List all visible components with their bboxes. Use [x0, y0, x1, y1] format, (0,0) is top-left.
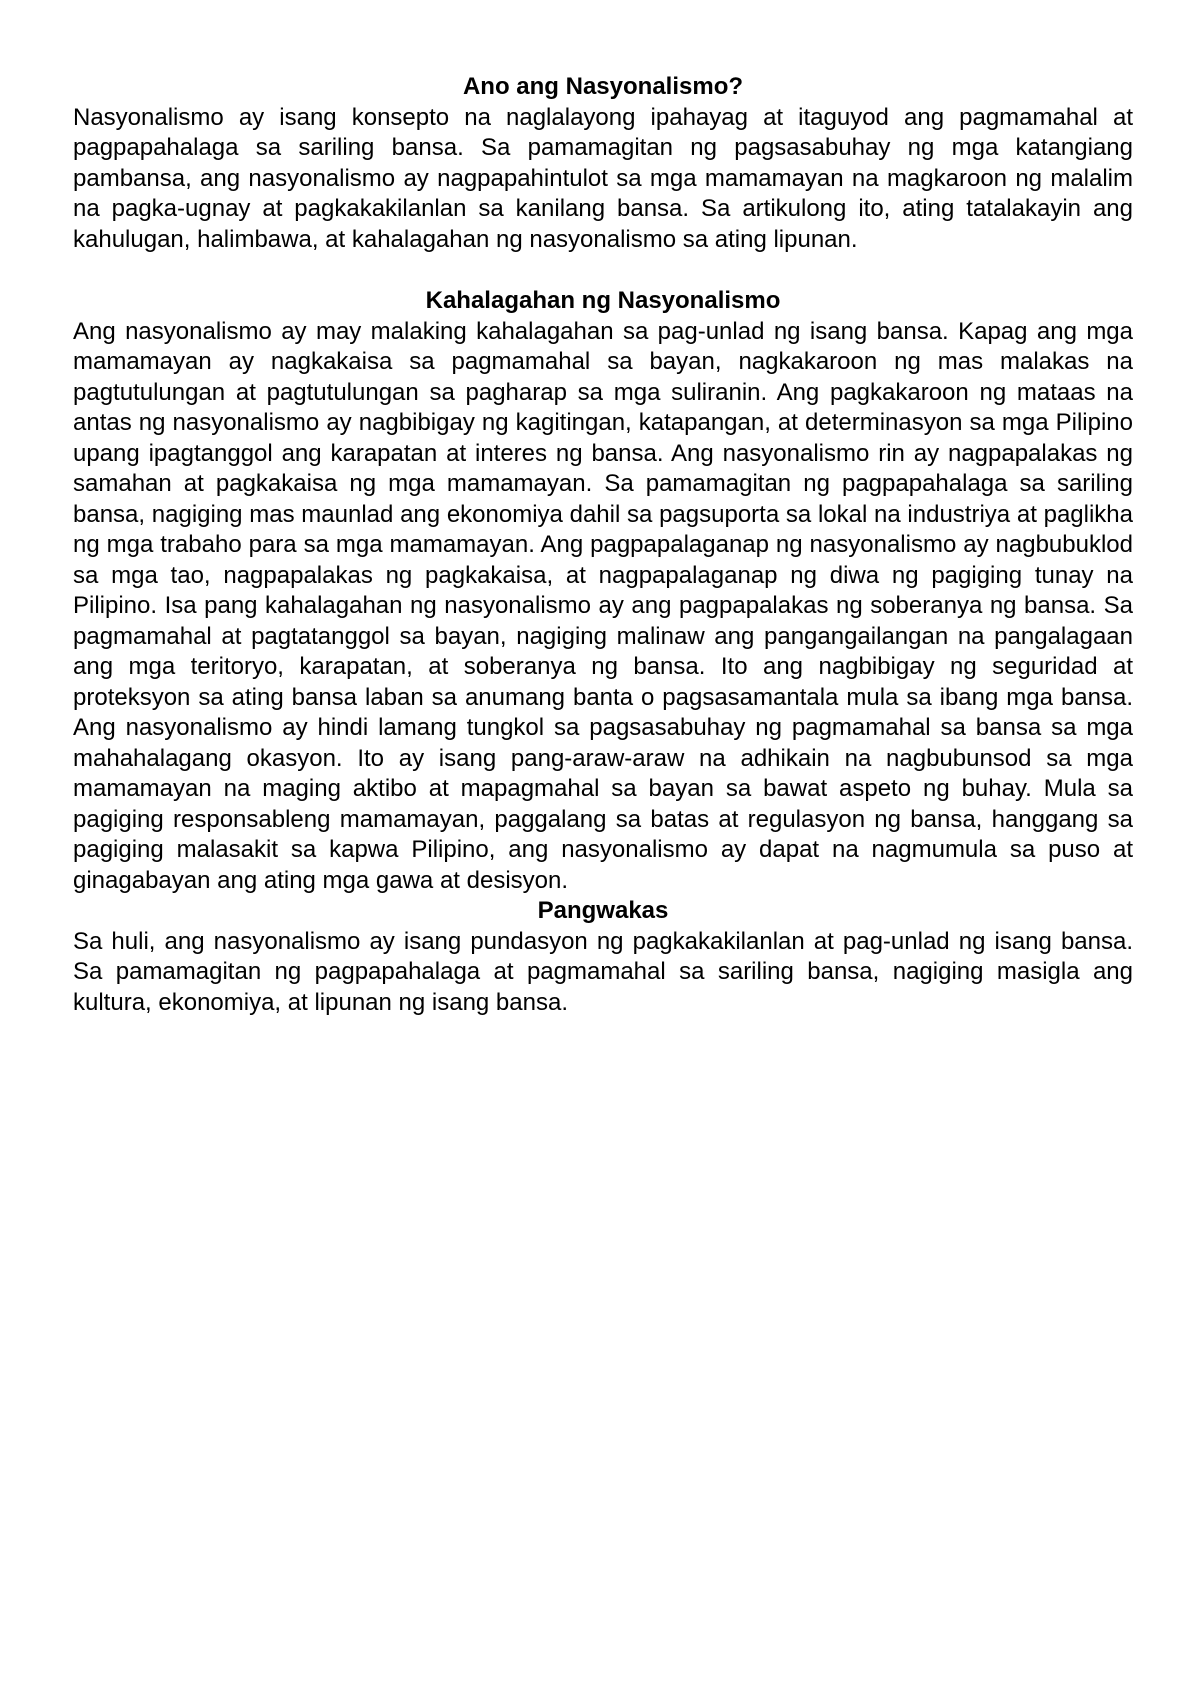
section-paragraph-intro: Nasyonalismo ay isang konsepto na naglalayong ipahayag at itaguyod ang pagmamahal at pagpapahalaga sa sariling bansa. Sa pamamagitan ng pagsasabuhay ng mga katangiang pambansa, ang nasyonalismo ay nagpapahintulot sa mga mamamayan na magkaroon ng malalim na pagka-ugnay at pagkakakilanlan sa kanilang bansa. Sa artikulong ito, ating tatalakayin ang kahulugan, halimbawa, at kahalagahan ng nasyonalismo sa ating lipunan.	[73, 103, 1133, 253]
section-heading-pangwakas: Pangwakas	[537, 897, 669, 924]
section-paragraph-pangwakas: Sa huli, ang nasyonalismo ay isang pundasyon ng pagkakakilanlan at pag-unlad ng isang bansa. Sa pamamagitan ng pagpapahalaga at pagmamahal sa sariling bansa, nagiging masigla ang kultura, ekonomiya, at lipunan ng isang bansa.	[73, 927, 1133, 1016]
section-heading-ano-ang-nasyonalismo: Ano ang Nasyonalismo?	[462, 73, 744, 100]
document-page	[73, 72, 1133, 1018]
section-heading-kahalagahan: Kahalagahan ng Nasyonalismo	[425, 287, 781, 314]
section-paragraph-kahalagahan: Ang nasyonalismo ay may malaking kahalagahan sa pag-unlad ng isang bansa. Kapag ang mga mamamayan ay nagkakaisa sa pagmamahal sa bayan, nagkakaroon ng mas malakas na pagtutulungan at pagtutulungan sa pagharap sa mga suliranin. Ang pagkakaroon ng mataas na antas ng nasyonalismo ay nagbibigay ng kagitingan, katapangan, at determinasyon sa mga Pilipino upang ipagtanggol ang karapatan at interes ng bansa. Ang nasyonalismo rin ay nagpapalakas ng samahan at pagkakaisa ng mga mamamayan. Sa pamamagitan ng pagpapahalaga sa sariling bansa, nagiging mas maunlad ang ekonomiya dahil sa pagsuporta sa lokal na industriya at paglikha ng mga trabaho para sa mga mamamayan. Ang pagpapalaganap ng nasyonalismo ay nagbubuklod sa mga tao, nagpapalakas ng pagkakaisa, at nagpapalaganap ng diwa ng pagiging tunay na Pilipino. Isa pang kahalagahan ng nasyonalismo ay ang pagpapalakas ng soberanya ng bansa. Sa pagmamahal at pagtatanggol sa bayan, nagiging malinaw ang pangangailangan na pangalagaan ang mga teritoryo, karapatan, at soberanya ng bansa. Ito ang nagbibigay ng seguridad at proteksyon sa ating bansa laban sa anumang banta o pagsasamantala mula sa ibang mga bansa. Ang nasyonalismo ay hindi lamang tungkol sa pagsasabuhay ng pagmamahal sa bansa sa mga mahahalagang okasyon. Ito ay isang pang-araw-araw na adhikain na nagbubunsod sa mga mamamayan na maging aktibo at mapagmahal sa bayan sa bawat aspeto ng buhay. Mula sa pagiging responsableng mamamayan, paggalang sa batas at regulasyon ng bansa, hanggang sa pagiging malasakit sa kapwa Pilipino, ang nasyonalismo ay dapat na nagmumula sa puso at ginagabayan ang ating mga gawa at desisyon.	[73, 317, 1133, 894]
paragraph-spacer	[73, 255, 1133, 286]
